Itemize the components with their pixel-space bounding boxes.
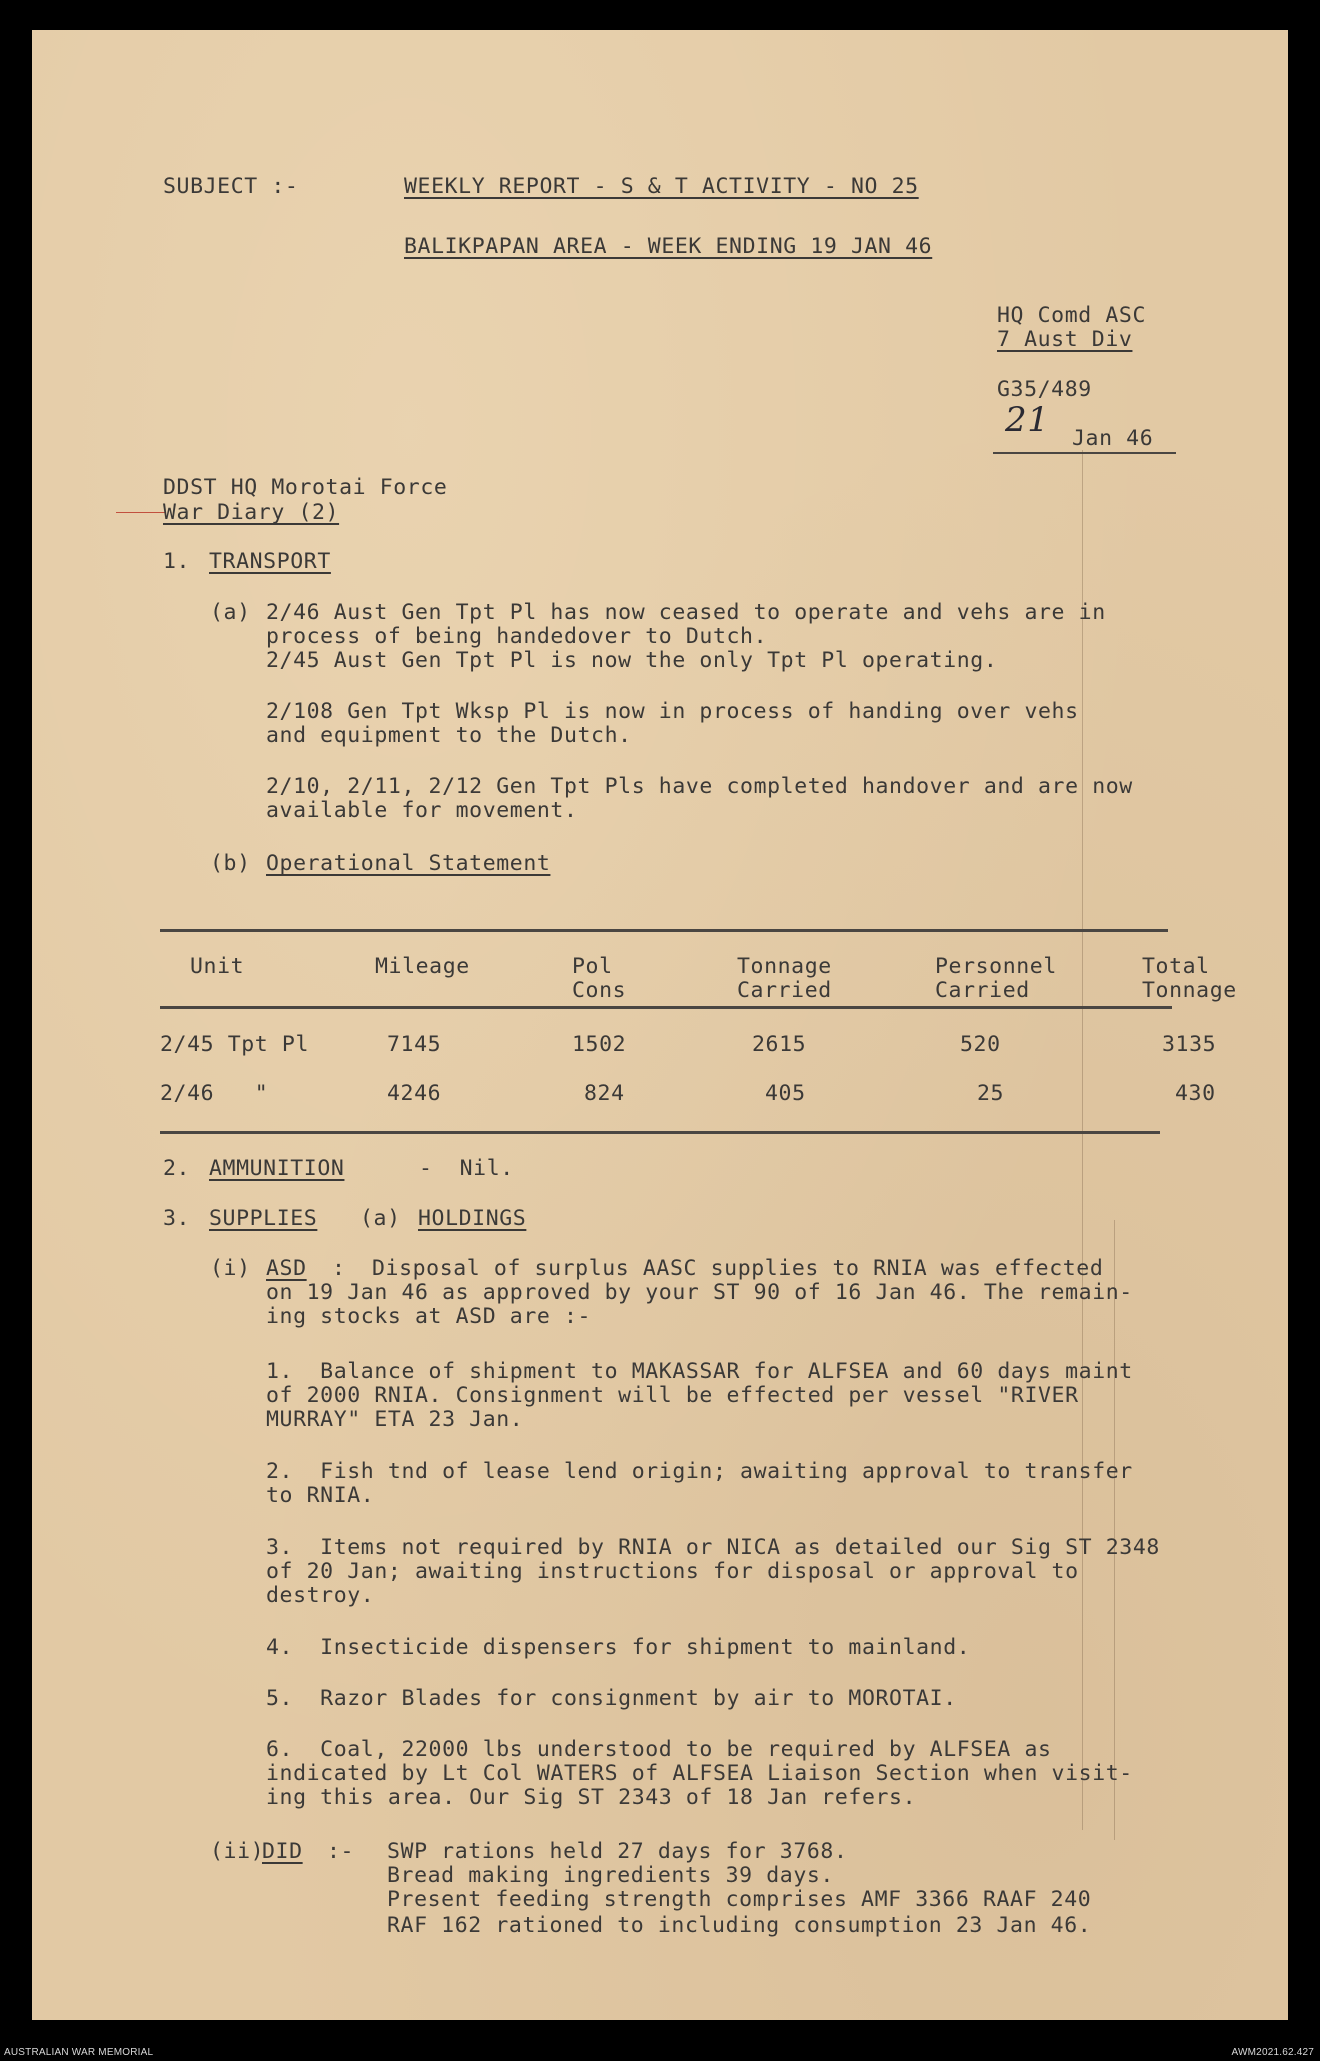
- addressee-line2: War Diary (2): [163, 500, 340, 525]
- supplies-ii-label: (ii): [210, 1839, 265, 1864]
- stock-item-6-line1: 6. Coal, 22000 lbs understood to be required by ALFSEA as: [266, 1737, 1052, 1762]
- date-underline: [993, 452, 1176, 454]
- column-header-total: Total: [1142, 954, 1210, 979]
- column-header-total-line2: Tonnage: [1142, 978, 1237, 1003]
- table-top-rule: [160, 929, 1168, 932]
- stock-item-4-line1: 4. Insecticide dispensers for shipment to mainland.: [266, 1635, 971, 1660]
- column-header-pol-line2: Cons: [572, 978, 627, 1003]
- transport-a-para2-line2: and equipment to the Dutch.: [266, 723, 632, 748]
- report-title: WEEKLY REPORT - S & T ACTIVITY - NO 25: [404, 174, 919, 199]
- transport-a-para3-line2: available for movement.: [266, 798, 578, 823]
- section-2-number: 2.: [163, 1156, 191, 1181]
- column-header-personnel-line2: Carried: [935, 978, 1030, 1003]
- cell-unit: 2/46 ": [160, 1081, 269, 1106]
- stock-item-5-line1: 5. Razor Blades for consignment by air to MOROTAI.: [266, 1686, 957, 1711]
- file-reference: G35/489: [997, 377, 1092, 402]
- section-3-number: 3.: [163, 1206, 191, 1231]
- column-header-pol: Pol: [572, 954, 613, 979]
- cell-personnel-carried: 520: [960, 1032, 1001, 1057]
- supplies-i-heading: ASD: [266, 1256, 307, 1281]
- column-header-tonnage-line2: Carried: [737, 978, 832, 1003]
- section-3-heading: SUPPLIES: [209, 1206, 318, 1231]
- supplies-ii-line3: Present feeding strength comprises AMF 3366 RAAF 240: [387, 1887, 1092, 1912]
- supplies-ii-heading: DID: [262, 1839, 303, 1864]
- stock-item-3-line3: destroy.: [266, 1583, 375, 1608]
- cell-unit: 2/45 Tpt Pl: [160, 1032, 309, 1057]
- addressee-line1: DDST HQ Morotai Force: [163, 475, 448, 500]
- archive-reference: AWM2021.62.427: [1231, 2047, 1314, 2058]
- column-header-mileage: Mileage: [375, 954, 470, 979]
- transport-a-para2-line1: 2/108 Gen Tpt Wksp Pl is now in process of handing over vehs: [266, 699, 1079, 724]
- ammunition-value: - Nil.: [419, 1156, 514, 1181]
- supplies-i-line3: ing stocks at ASD are :-: [266, 1304, 592, 1329]
- paper-crease: [1114, 1220, 1115, 1840]
- table-header-rule: [160, 1006, 1172, 1009]
- table-bottom-rule: [160, 1131, 1160, 1134]
- sender-unit-line1: HQ Comd ASC: [997, 303, 1146, 328]
- cell-pol-cons: 824: [584, 1081, 625, 1106]
- cell-tonnage-carried: 2615: [752, 1032, 807, 1057]
- cell-pol-cons: 1502: [572, 1032, 627, 1057]
- supplies-i-sep: :: [332, 1256, 346, 1281]
- supplies-ii-line1: SWP rations held 27 days for 3768.: [387, 1839, 848, 1864]
- red-pencil-mark: [116, 512, 166, 513]
- stock-item-1-line3: MURRAY" ETA 23 Jan.: [266, 1407, 524, 1432]
- stock-item-6-line3: ing this area. Our Sig ST 2343 of 18 Jan refers.: [266, 1785, 917, 1810]
- transport-a-label: (a): [210, 600, 251, 625]
- supplies-i-line1: Disposal of surplus AASC supplies to RNIA was effected: [372, 1256, 1104, 1281]
- document-page: [32, 30, 1288, 2020]
- report-subtitle: BALIKPAPAN AREA - WEEK ENDING 19 JAN 46: [404, 234, 933, 259]
- stock-item-1-line2: of 2000 RNIA. Consignment will be effected per vessel "RIVER: [266, 1383, 1079, 1408]
- stock-item-3-line1: 3. Items not required by RNIA or NICA as detailed our Sig ST 2348: [266, 1535, 1160, 1560]
- supplies-ii-line4: RAF 162 rationed to including consumption 23 Jan 46.: [387, 1913, 1092, 1938]
- section-1-heading: TRANSPORT: [209, 549, 331, 574]
- supplies-ii-line2: Bread making ingredients 39 days.: [387, 1863, 834, 1888]
- transport-b-heading: Operational Statement: [266, 851, 551, 876]
- archive-credit: AUSTRALIAN WAR MEMORIAL: [4, 2047, 154, 2058]
- typed-date: Jan 46: [1072, 426, 1154, 451]
- supplies-i-label: (i): [210, 1256, 251, 1281]
- transport-a-para3-line1: 2/10, 2/11, 2/12 Gen Tpt Pls have completed handover and are now: [266, 774, 1133, 799]
- transport-a-line3: 2/45 Aust Gen Tpt Pl is now the only Tpt Pl operating.: [266, 648, 998, 673]
- cell-total-tonnage: 3135: [1162, 1032, 1217, 1057]
- stock-item-3-line2: of 20 Jan; awaiting instructions for disposal or approval to: [266, 1559, 1079, 1584]
- stock-item-2-line2: to RNIA.: [266, 1483, 375, 1508]
- transport-b-label: (b): [210, 851, 251, 876]
- handwritten-date: 21: [1005, 400, 1050, 440]
- paper-crease: [1082, 450, 1083, 1830]
- sender-unit-line2: 7 Aust Div: [997, 327, 1133, 352]
- subject-label: SUBJECT :-: [163, 174, 299, 199]
- section-1-number: 1.: [163, 549, 191, 574]
- supplies-a-heading: HOLDINGS: [418, 1206, 527, 1231]
- cell-mileage: 7145: [387, 1032, 442, 1057]
- transport-a-line2: process of being handedover to Dutch.: [266, 624, 768, 649]
- transport-a-line1: 2/46 Aust Gen Tpt Pl has now ceased to operate and vehs are in: [266, 600, 1106, 625]
- supplies-i-line2: on 19 Jan 46 as approved by your ST 90 of 16 Jan 46. The remain-: [266, 1280, 1133, 1305]
- column-header-personnel: Personnel: [935, 954, 1057, 979]
- cell-mileage: 4246: [387, 1081, 442, 1106]
- cell-tonnage-carried: 405: [765, 1081, 806, 1106]
- stock-item-2-line1: 2. Fish tnd of lease lend origin; awaiting approval to transfer: [266, 1459, 1133, 1484]
- cell-total-tonnage: 430: [1175, 1081, 1216, 1106]
- column-header-unit: Unit: [190, 954, 245, 979]
- section-2-heading: AMMUNITION: [209, 1156, 345, 1181]
- supplies-a-label: (a): [360, 1206, 401, 1231]
- stock-item-1-line1: 1. Balance of shipment to MAKASSAR for ALFSEA and 60 days maint: [266, 1359, 1133, 1384]
- column-header-tonnage: Tonnage: [737, 954, 832, 979]
- stock-item-6-line2: indicated by Lt Col WATERS of ALFSEA Liaison Section when visit-: [266, 1761, 1133, 1786]
- cell-personnel-carried: 25: [977, 1081, 1005, 1106]
- supplies-ii-sep: :-: [327, 1839, 355, 1864]
